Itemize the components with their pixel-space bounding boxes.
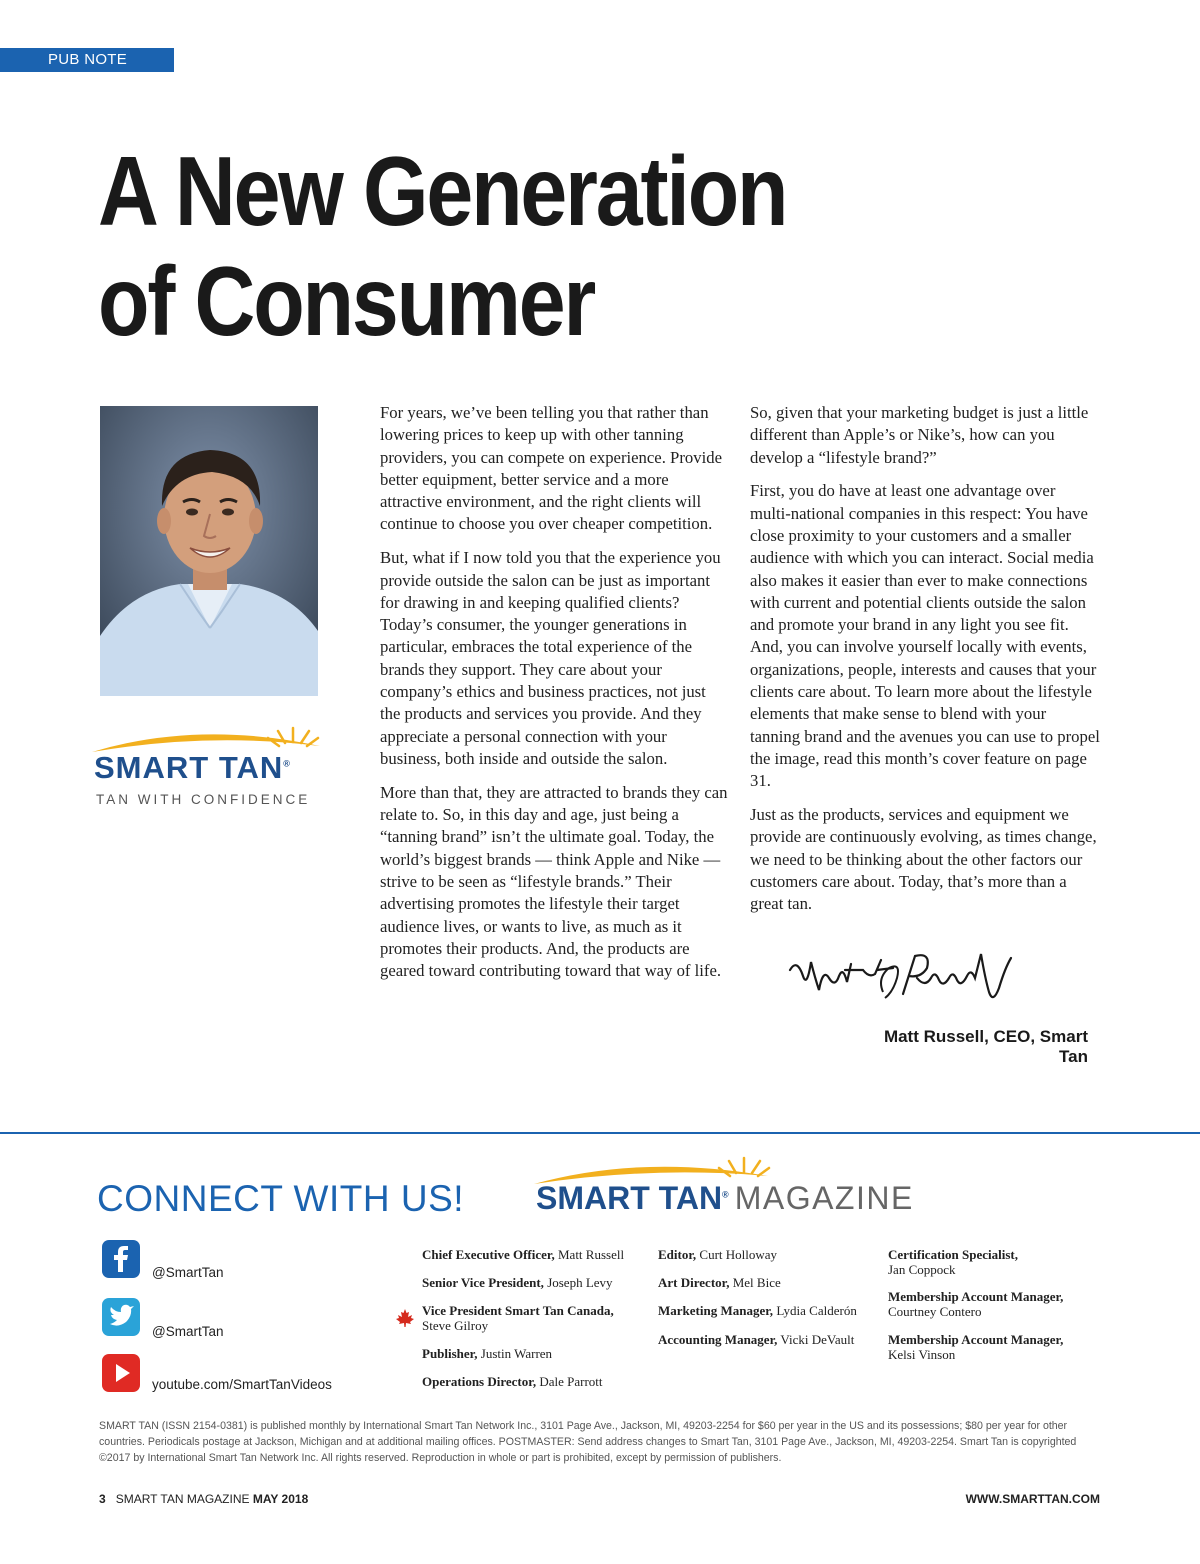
masthead-role: Vice President Smart Tan Canada,	[422, 1303, 614, 1318]
paragraph: For years, we’ve been telling you that rather than lowering prices to keep up with other tanning providers, you can compete on experience. Provide better equipment, better service and a more attractive environment, and the right clients will continue to choose you over cheaper competition.	[380, 403, 722, 534]
section-divider	[0, 1132, 1200, 1134]
facebook-handle[interactable]: @SmartTan	[152, 1265, 224, 1280]
paragraph: First, you do have at least one advantage over multi-national companies in this respect: You have close proximity to your customers and a smaller audience with which you can interact. Social media also makes it easier than ever to make connections with current and potential clients outside the salon and promote your brand in any light you see fit. And, you can involve yourself locally with events, organizations, people, interests and causes that your clients care about. To learn more about the lifestyle elements that make sense to blend with your tanning brand and the avenues you can use to propel the image, read this month’s cover feature on page 31.	[750, 481, 1100, 791]
masthead-name: Curt Holloway	[699, 1247, 778, 1262]
masthead-role: Membership Account Manager,	[888, 1289, 1064, 1304]
smart-tan-magazine-logo	[532, 1152, 972, 1222]
website-link[interactable]: WWW.SMARTTAN.COM	[965, 1492, 1100, 1506]
portrait-illustration	[100, 406, 318, 696]
masthead-name: Jan Coppock	[888, 1261, 956, 1277]
masthead-name: Mel Bice	[732, 1275, 781, 1290]
issue-date: MAY 2018	[252, 1492, 309, 1506]
masthead-name: Steve Gilroy	[422, 1317, 489, 1333]
masthead-entry	[658, 1333, 854, 1348]
publication-fine-print: SMART TAN (ISSN 2154-0381) is published monthly by International Smart Tan Network Inc., 3101 Page Ave., Jackson, MI, 49203-2254 for $60 per year in the US and its possessions; $80 per year for other countries. Periodicals postage at Jackson, Michigan and at additional mailing offices. POSTMASTER: Send address changes to Smart Tan, 3101 Page Ave., Jackson, MI, 49203-2254. Smart Tan is copyrighted ©2017 by International Smart Tan Network Inc. All rights reserved. Reproduction in whole or part is prohibited, except by permission of publishers.	[99, 1420, 1077, 1464]
magazine-wordmark	[536, 1180, 914, 1217]
masthead-entry	[888, 1333, 1063, 1362]
masthead-role: Publisher,	[422, 1346, 478, 1361]
logo-wordmark	[94, 750, 291, 786]
page-number: 3	[99, 1492, 106, 1506]
masthead-entry	[888, 1290, 1063, 1319]
social-youtube[interactable]	[102, 1354, 362, 1394]
masthead-name: Kelsi Vinson	[888, 1346, 956, 1362]
publication-name: SMART TAN MAGAZINE	[115, 1492, 250, 1506]
masthead-entry	[422, 1248, 624, 1263]
social-facebook[interactable]	[102, 1240, 362, 1280]
masthead-role: Accounting Manager,	[658, 1332, 778, 1347]
mag-registered-mark: ®	[722, 1189, 729, 1200]
mag-word-smart: SMART	[536, 1180, 650, 1216]
masthead-role: Senior Vice President,	[422, 1275, 544, 1290]
masthead-entry	[658, 1248, 777, 1263]
masthead-role: Chief Executive Officer,	[422, 1247, 555, 1262]
logo-tagline: TAN WITH CONFIDENCE	[96, 792, 311, 807]
masthead-role: Operations Director,	[422, 1374, 537, 1389]
masthead-name: Vicki DeVault	[780, 1332, 855, 1347]
mag-word-tan: TAN	[658, 1180, 723, 1216]
section-tab: PUB NOTE	[0, 48, 174, 72]
youtube-url[interactable]: youtube.com/SmartTanVideos	[152, 1377, 332, 1392]
facebook-icon[interactable]	[102, 1240, 140, 1278]
logo-word-smart: SMART	[94, 750, 210, 785]
masthead-name: Dale Parrott	[539, 1374, 603, 1389]
masthead-name: Joseph Levy	[547, 1275, 613, 1290]
twitter-icon[interactable]	[102, 1298, 140, 1336]
masthead-role: Membership Account Manager,	[888, 1332, 1064, 1347]
page-title	[98, 136, 998, 356]
smart-tan-logo	[88, 722, 328, 812]
twitter-handle[interactable]: @SmartTan	[152, 1324, 224, 1339]
masthead-role: Certification Specialist,	[888, 1247, 1018, 1262]
masthead-role: Art Director,	[658, 1275, 730, 1290]
paragraph: More than that, they are attracted to brands they can relate to. So, in this day and age, just being a “tanning brand” isn’t the ultimate goal. Today, the world’s biggest brands — think Apple and Nike — strive to be seen as “lifestyle brands.” Their advertising promotes the lifestyle their target audience lives, or wants to live, as much as it promotes their products. And, the products are geared toward contributing toward that way of life.	[380, 782, 728, 981]
masthead-entry	[658, 1304, 857, 1319]
connect-heading: CONNECT WITH US!	[97, 1178, 465, 1219]
title-line-1: A New Generation	[98, 136, 787, 246]
handwritten-signature	[785, 948, 1015, 1008]
author-photo	[100, 406, 318, 696]
youtube-icon[interactable]	[102, 1354, 140, 1392]
masthead-name: Justin Warren	[480, 1346, 553, 1361]
masthead-entry	[422, 1304, 614, 1333]
masthead-entry	[888, 1248, 1018, 1277]
logo-word-tan: TAN	[218, 750, 284, 785]
maple-leaf-icon	[395, 1308, 415, 1328]
article-column-2	[750, 402, 1100, 927]
paragraph: But, what if I now told you that the experience you provide outside the salon can be just as important for drawing in and keeping qualified clients? Today’s consumer, the younger generations in particular, embraces the total experience of the brands they support. They care about your company’s ethics and business practices, not just the products and services you provide. And they appreciate a personal connection with your business, both inside and outside the salon.	[380, 548, 721, 768]
masthead-name: Lydia Calderón	[776, 1303, 857, 1318]
masthead-role: Editor,	[658, 1247, 697, 1262]
masthead-name: Matt Russell	[557, 1247, 625, 1262]
logo-registered-mark: ®	[283, 758, 291, 769]
mag-word-magazine: MAGAZINE	[734, 1180, 914, 1216]
signature-graphic	[785, 948, 1015, 1008]
masthead-role: Marketing Manager,	[658, 1303, 774, 1318]
masthead-name: Courtney Contero	[888, 1303, 982, 1319]
title-line-2: of Consumer	[98, 246, 595, 356]
masthead-entry	[658, 1276, 781, 1291]
paragraph: Just as the products, services and equipment we provide are continuously evolving, as times change, we need to be thinking about the other factors our customers care about. Today, that’s more than a great tan.	[750, 805, 1097, 914]
page-footer-left	[99, 1492, 308, 1506]
article-column-1	[380, 402, 730, 994]
masthead-entry	[422, 1276, 613, 1291]
paragraph: So, given that your marketing budget is just a little different than Apple’s or Nike’s, how can you develop a “lifestyle brand?”	[750, 403, 1089, 467]
social-twitter[interactable]	[102, 1298, 362, 1338]
signer-credit: Matt Russell, CEO, Smart Tan	[883, 1027, 1088, 1066]
masthead-entry	[422, 1375, 603, 1390]
masthead-entry	[422, 1347, 552, 1362]
